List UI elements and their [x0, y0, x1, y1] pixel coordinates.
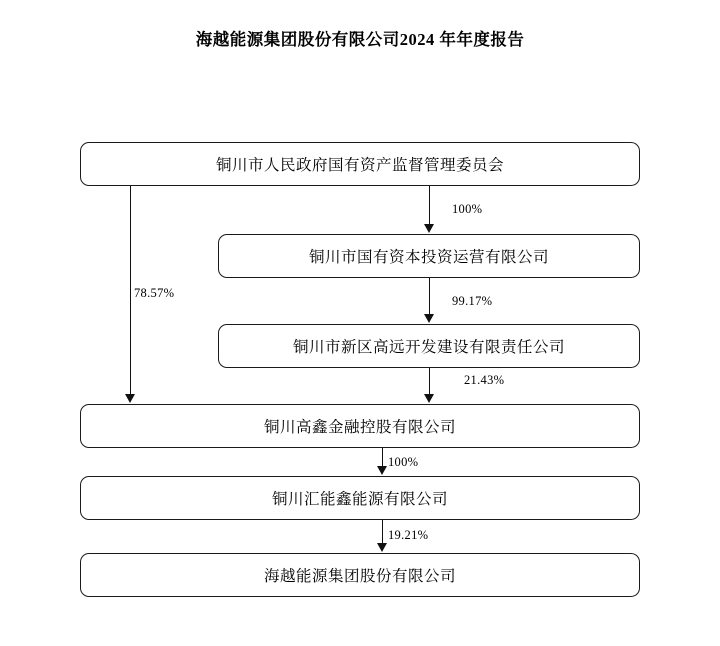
edge-label-gaoyuan-gaoxin: 21.43%	[464, 373, 505, 387]
node-label: 铜川市新区高远开发建设有限责任公司	[292, 339, 565, 356]
arrow-head-icon	[424, 314, 434, 323]
arrow-head-icon	[424, 394, 434, 403]
connector-gaoyuan-to-gaoxin	[429, 368, 430, 395]
node-gaoxin-financial-holding	[80, 404, 640, 448]
edge-label-sasac-gaoxin: 78.57%	[134, 286, 175, 300]
arrow-head-icon	[377, 543, 387, 552]
edge-label-capital-gaoyuan: 99.17%	[452, 294, 493, 308]
node-label: 海越能源集团股份有限公司	[263, 568, 456, 585]
node-label: 铜川市人民政府国有资产监督管理委员会	[215, 157, 504, 174]
arrow-head-icon	[125, 394, 135, 403]
edge-label-sasac-capital: 100%	[452, 202, 483, 216]
node-sasac	[80, 142, 640, 186]
node-gaoyuan-development	[218, 324, 640, 368]
node-huinengxin-energy	[80, 476, 640, 520]
connector-sasac-to-gaoxin	[130, 186, 131, 395]
node-capital-investment	[218, 234, 640, 278]
connector-sasac-to-capital	[429, 186, 430, 225]
page-title: 海越能源集团股份有限公司2024 年年度报告	[195, 30, 525, 49]
arrow-head-icon	[424, 224, 434, 233]
node-label: 铜川高鑫金融控股有限公司	[263, 419, 456, 436]
connector-gaoxin-to-huineng	[382, 448, 383, 467]
connector-huineng-to-haiyue	[382, 520, 383, 544]
edge-label-huineng-haiyue: 19.21%	[388, 528, 429, 542]
node-label: 铜川汇能鑫能源有限公司	[271, 491, 448, 508]
edge-label-gaoxin-huineng: 100%	[388, 455, 419, 469]
connector-capital-to-gaoyuan	[429, 278, 430, 315]
arrow-head-icon	[377, 466, 387, 475]
node-haiyue-energy-group	[80, 553, 640, 597]
node-label: 铜川市国有资本投资运营有限公司	[308, 249, 549, 266]
